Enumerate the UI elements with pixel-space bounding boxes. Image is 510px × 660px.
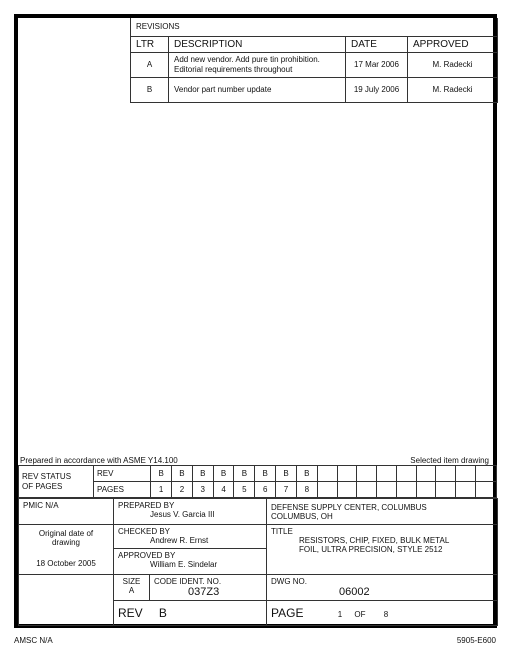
- rev-cell-empty: [337, 466, 357, 482]
- drawing-frame: [14, 14, 497, 628]
- agency-line: DEFENSE SUPPLY CENTER, COLUMBUS: [271, 503, 427, 512]
- agency-cell: [267, 499, 498, 525]
- title-label: TITLE: [271, 527, 293, 536]
- approved-by-name: William E. Sindelar: [150, 560, 218, 569]
- agency-line: COLUMBUS, OH: [271, 512, 333, 521]
- page-cell-empty: [396, 482, 416, 498]
- footer-fsc: 5905-E600: [456, 636, 496, 645]
- rev-cell: B: [234, 466, 255, 482]
- page-cell: 5: [234, 482, 255, 498]
- revision-row: [131, 52, 498, 77]
- original-date-cell: [19, 525, 114, 575]
- page-cell: 6: [255, 482, 276, 498]
- original-date-label: Original date of: [38, 529, 94, 538]
- page-cell-empty: [475, 482, 496, 498]
- rev-cell-empty: [357, 466, 377, 482]
- pmic: PMIC N/A: [19, 499, 114, 525]
- page-cell-block: [267, 601, 498, 626]
- approved-by-cell: [114, 549, 267, 575]
- revision-ltr: B: [131, 77, 169, 102]
- rev-cell-empty: [456, 466, 476, 482]
- footer-amsc: AMSC N/A: [14, 636, 53, 645]
- revision-date: 17 Mar 2006: [346, 52, 408, 77]
- total-pages: 8: [383, 610, 389, 619]
- title-cell: [267, 525, 498, 575]
- rev-cell: B: [192, 466, 213, 482]
- page-cell: 3: [192, 482, 213, 498]
- revision-ltr: A: [131, 52, 169, 77]
- prepared-by-cell: [114, 499, 267, 525]
- rev-label: REV: [118, 606, 143, 620]
- revision-approved: M. Radecki: [408, 77, 498, 102]
- title-line: RESISTORS, CHIP, FIXED, BULK METAL: [299, 536, 450, 545]
- page-cell-empty: [436, 482, 456, 498]
- page-cell-empty: [337, 482, 357, 498]
- size-value: A: [128, 586, 135, 595]
- rev-cell-empty: [416, 466, 436, 482]
- revision-date: 19 July 2006: [346, 77, 408, 102]
- checked-by-name: Andrew R. Ernst: [150, 536, 209, 545]
- revisions-heading: REVISIONS: [131, 18, 498, 36]
- size-cell: [114, 575, 150, 601]
- ltr-header: LTR: [131, 36, 169, 52]
- revision-description: [169, 52, 346, 77]
- prepared-by-name: Jesus V. Garcia III: [150, 510, 215, 519]
- rev-cell-empty: [317, 466, 337, 482]
- rev-row-label: REV: [93, 466, 150, 482]
- rev-status-label-line: REV STATUS: [22, 471, 72, 481]
- original-date-label: drawing: [51, 538, 80, 547]
- rev-cell-empty: [475, 466, 496, 482]
- prepared-by-label: PREPARED BY: [118, 501, 175, 510]
- page-number: 1: [337, 610, 343, 619]
- rev-cell: B: [172, 466, 193, 482]
- rev-status-label: [19, 466, 94, 498]
- dwg-no-value: 06002: [339, 586, 370, 598]
- code-ident-value: 037Z3: [188, 586, 220, 598]
- revision-row: [131, 77, 498, 102]
- blank-cell: [19, 601, 114, 626]
- checked-by-label: CHECKED BY: [118, 527, 171, 536]
- approved-header: APPROVED: [408, 36, 498, 52]
- page-cell-empty: [357, 482, 377, 498]
- dwg-no-label: DWG NO.: [271, 577, 307, 586]
- revision-description: Vendor part number update: [169, 77, 346, 102]
- revision-approved: M. Radecki: [408, 52, 498, 77]
- code-ident-cell: [150, 575, 267, 601]
- page-cell: 2: [172, 482, 193, 498]
- checked-by-cell: [114, 525, 267, 549]
- rev-value: B: [158, 606, 167, 620]
- page-cell-empty: [416, 482, 436, 498]
- rev-cell-empty: [436, 466, 456, 482]
- page-cell: 7: [276, 482, 297, 498]
- date-header: DATE: [346, 36, 408, 52]
- rev-cell-block: [114, 601, 267, 626]
- page-cell: 4: [213, 482, 234, 498]
- rev-cell: B: [276, 466, 297, 482]
- rev-cell: B: [213, 466, 234, 482]
- page-cell-empty: [456, 482, 476, 498]
- description-header: DESCRIPTION: [169, 36, 346, 52]
- revision-description-line: Editorial requirements throughout: [174, 64, 293, 74]
- page-cell-empty: [377, 482, 397, 498]
- rev-cell-empty: [377, 466, 397, 482]
- rev-cell: B: [151, 466, 172, 482]
- title-line: FOIL, ULTRA PRECISION, STYLE 2512: [299, 545, 443, 554]
- page-label: PAGE: [271, 606, 304, 620]
- rev-cell: B: [296, 466, 317, 482]
- page-cell: 1: [151, 482, 172, 498]
- rev-cell: B: [255, 466, 276, 482]
- selected-item-note: Selected item drawing: [410, 456, 489, 465]
- size-label: SIZE: [122, 577, 141, 586]
- page-cell-empty: [317, 482, 337, 498]
- blank-cell: [19, 575, 114, 601]
- original-date: 18 October 2005: [36, 559, 96, 568]
- of-label: OF: [354, 610, 366, 619]
- rev-status-label-line: OF PAGES: [22, 481, 63, 491]
- revision-description-line: Add new vendor. Add pure tin prohibition.: [174, 54, 320, 64]
- approved-by-label: APPROVED BY: [118, 551, 176, 560]
- prepared-note: Prepared in accordance with ASME Y14.100: [20, 456, 178, 465]
- rev-status-table: [18, 465, 497, 498]
- rev-cell-empty: [396, 466, 416, 482]
- dwg-no-cell: [267, 575, 498, 601]
- code-ident-label: CODE IDENT. NO.: [154, 577, 222, 586]
- revisions-table: [130, 18, 498, 103]
- page-cell: 8: [296, 482, 317, 498]
- title-block: [18, 498, 498, 626]
- pages-row-label: PAGES: [93, 482, 150, 498]
